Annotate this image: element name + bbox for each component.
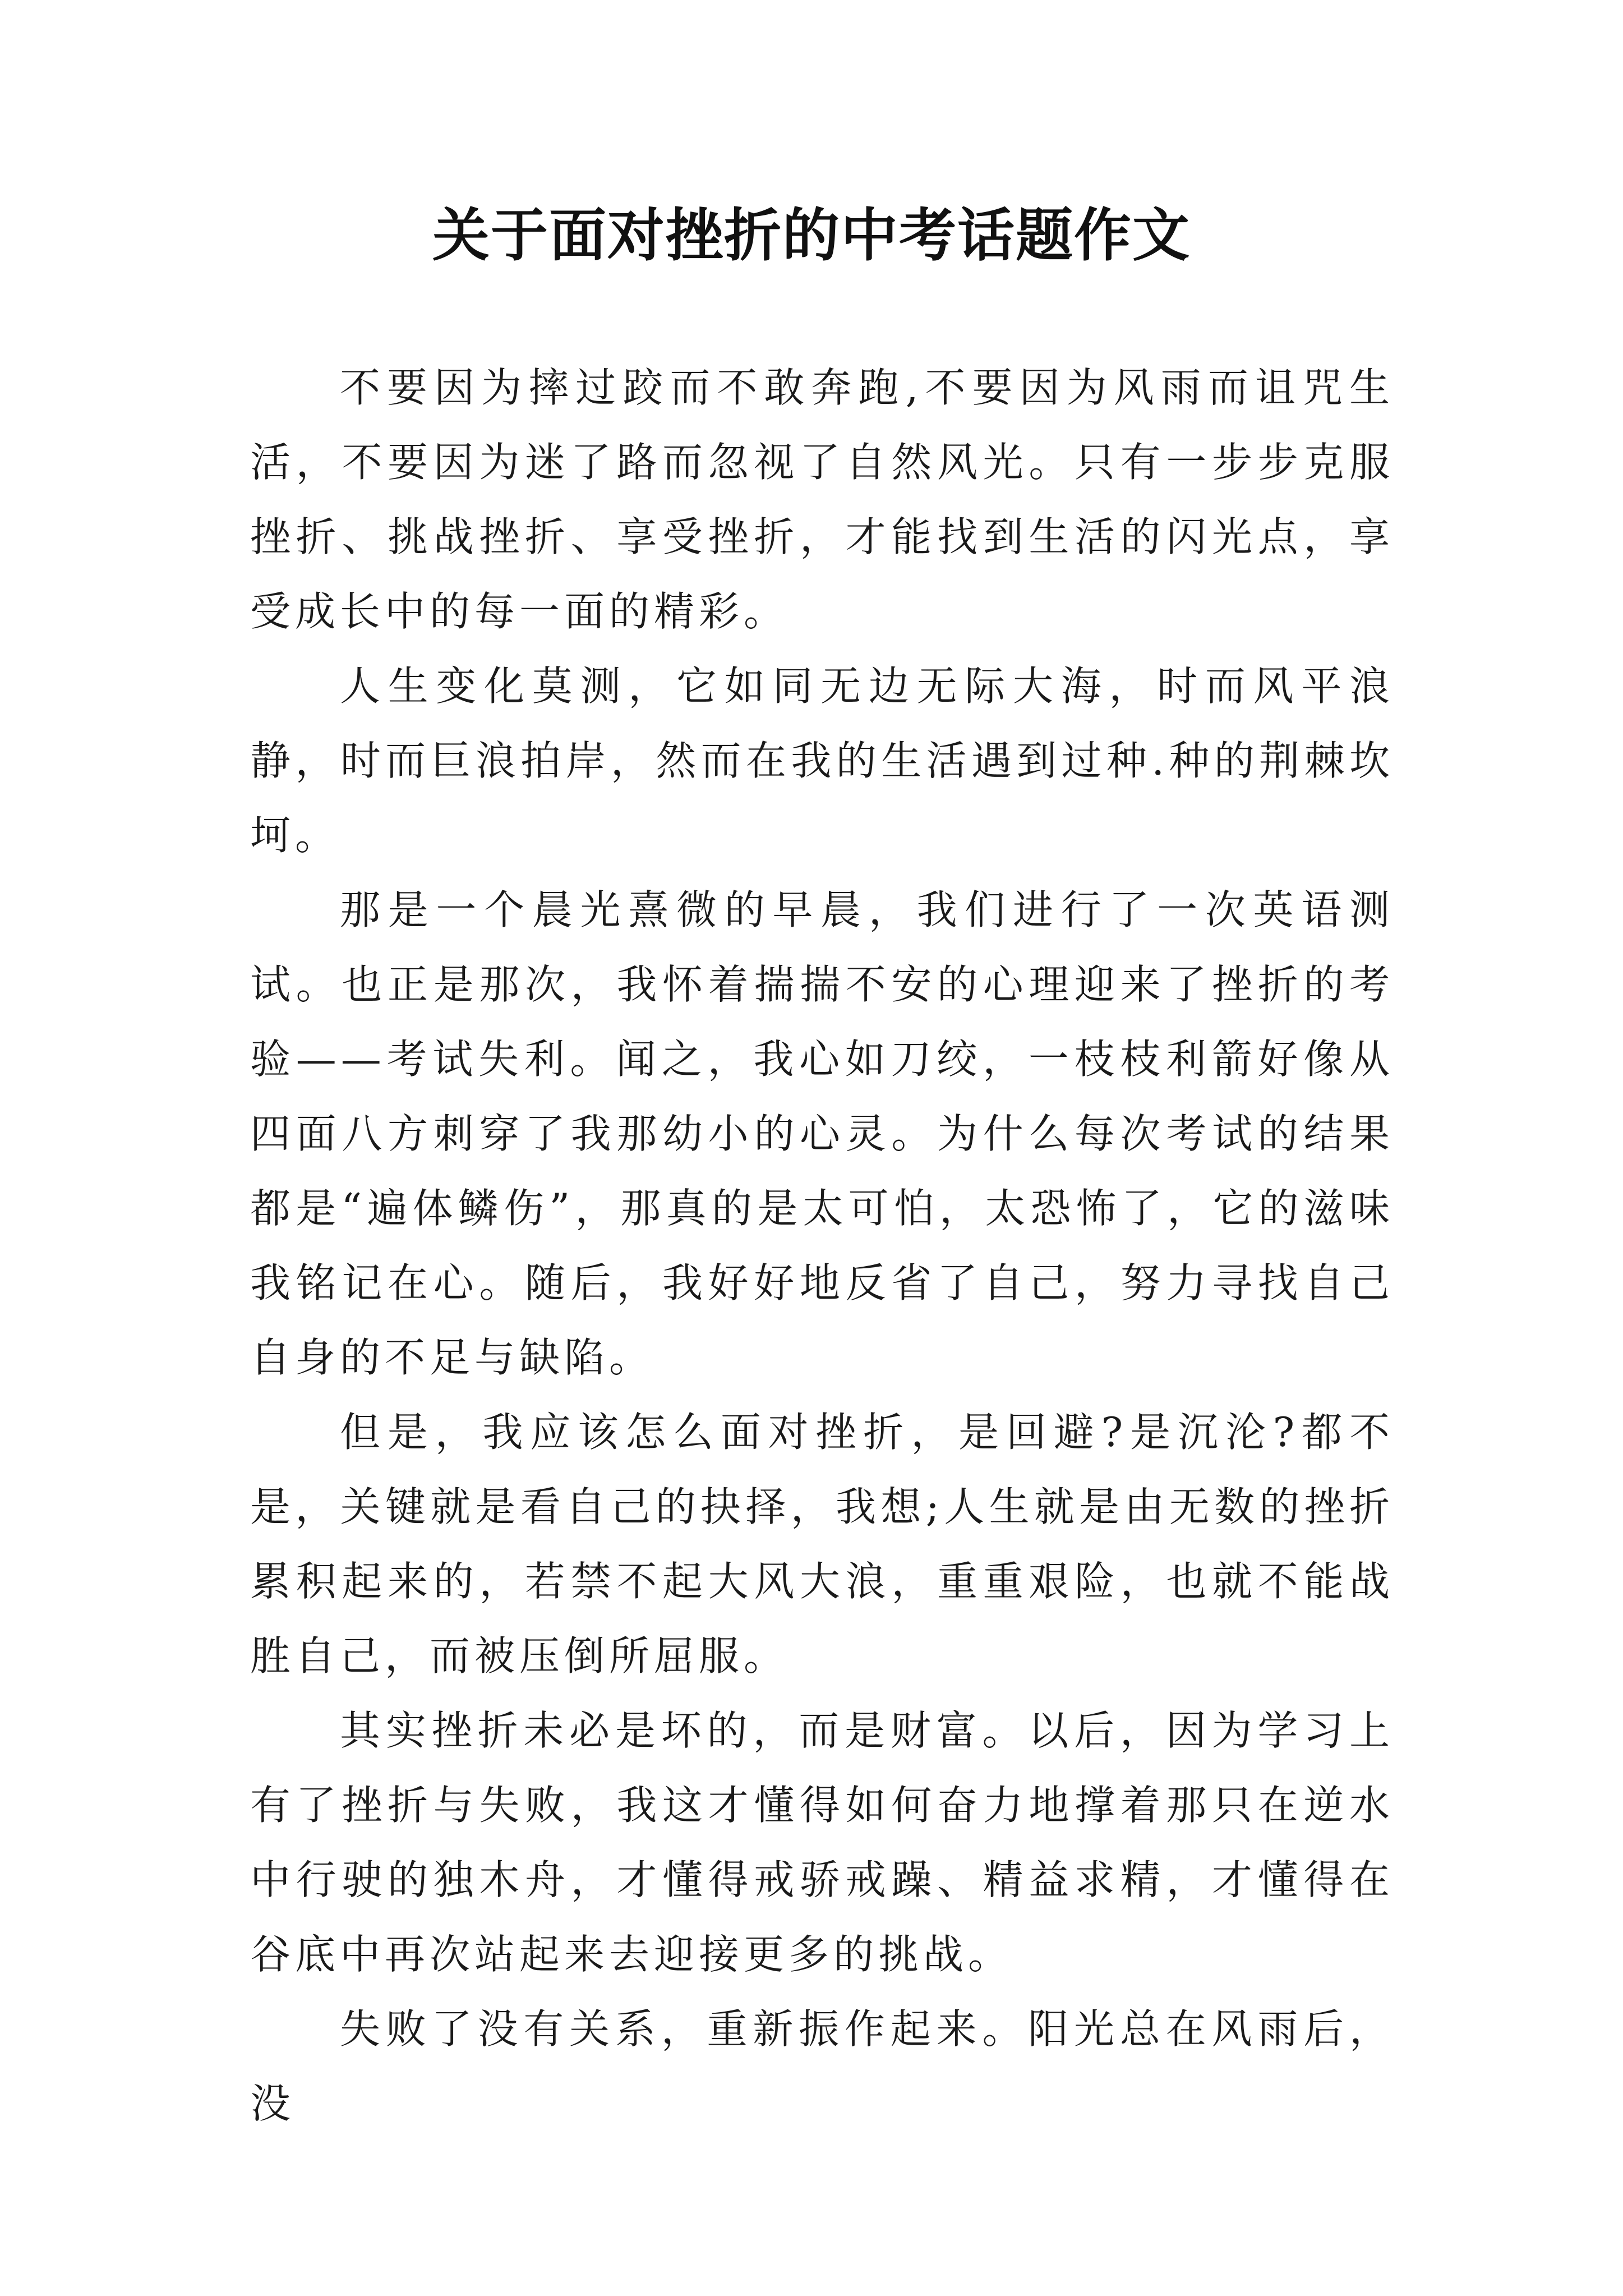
paragraph: 人生变化莫测，它如同无边无际大海，时而风平浪静，时而巨浪拍岸，然而在我的生活遇到过种.种的荆棘坎坷。 bbox=[250, 662, 1394, 859]
paragraph: 不要因为摔过跤而不敢奔跑,不要因为风雨而诅咒生活，不要因为迷了路而忽视了自然风光。只有一步步克服挫折、挑战挫折、享受挫折，才能找到生活的闪光点，享受成长中的每一面的精彩。 bbox=[250, 364, 1394, 635]
paragraph: 但是，我应该怎么面对挫折，是回避?是沉沦?都不是，关键就是看自己的抉择，我想;人生就是由无数的挫折累积起来的，若禁不起大风大浪，重重艰险，也就不能战胜自己，而被压倒所屈服。 bbox=[250, 1409, 1394, 1680]
document-title: 关于面对挫折的中考话题作文 bbox=[432, 202, 1191, 269]
paragraph: 失败了没有关系，重新振作起来。阳光总在风雨后，没 bbox=[250, 2005, 1394, 2127]
paragraph: 其实挫折未必是坏的，而是财富。以后，因为学习上有了挫折与失败，我这才懂得如何奋力地撑着那只在逆水中行驶的独木舟，才懂得戒骄戒躁、精益求精，才懂得在谷底中再次站起来去迎接更多的挑战。 bbox=[250, 1707, 1394, 1978]
document-body bbox=[250, 351, 1394, 2141]
paragraph: 那是一个晨光熹微的早晨，我们进行了一次英语测试。也正是那次，我怀着揣揣不安的心理迎来了挫折的考验——考试失利。闻之，我心如刀绞，一枝枝利箭好像从四面八方刺穿了我那幼小的心灵。为什么每次考试的结果都是“遍体鳞伤”，那真的是太可怕，太恐怖了，它的滋味我铭记在心。随后，我好好地反省了自己，努力寻找自己自身的不足与缺陷。 bbox=[250, 886, 1394, 1381]
